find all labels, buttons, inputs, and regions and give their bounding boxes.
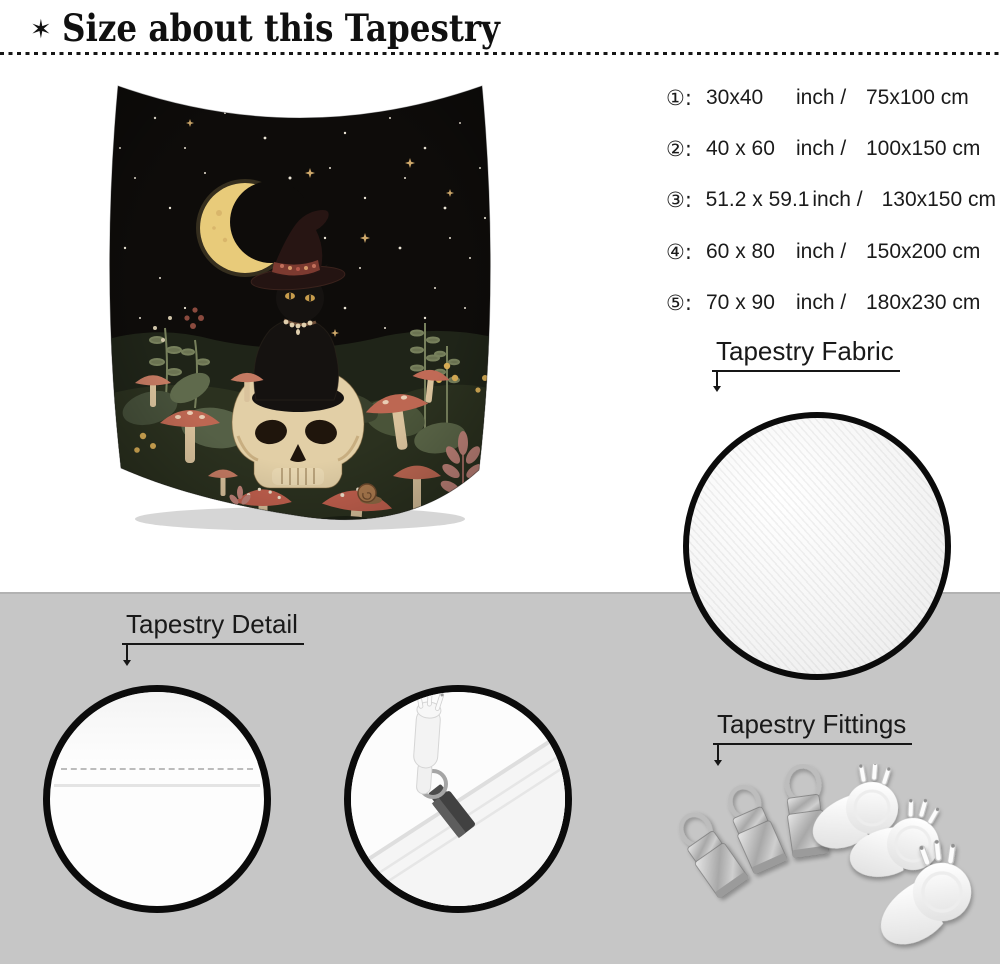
tapestry-artwork [95, 78, 505, 530]
stitch-line [61, 768, 254, 770]
size-unit-label: inch / [796, 291, 847, 315]
fabric-swatch-photo [683, 412, 951, 680]
size-row [666, 175, 996, 226]
size-row [666, 123, 996, 174]
size-inch-value: 30x40 [706, 85, 764, 109]
fittings-section-label: Tapestry Fittings [713, 709, 912, 745]
size-cm-value: 100x150 cm [866, 137, 981, 161]
size-inch-value: 40 x 60 [706, 137, 775, 161]
fabric-pointer-line [716, 372, 718, 386]
size-badge: ①: [666, 85, 692, 110]
size-row [666, 226, 996, 277]
hem-shade [50, 692, 264, 762]
size-unit-label: inch / [796, 85, 847, 109]
size-unit-label: inch / [796, 239, 847, 263]
star-icon: ✶ [30, 14, 52, 44]
size-badge: ③: [666, 188, 692, 213]
size-badge: ②: [666, 137, 692, 162]
detail-pointer-arrow-icon [123, 660, 131, 666]
size-list [666, 72, 996, 329]
fabric-pointer-arrow-icon [713, 386, 721, 392]
size-unit-label: inch / [812, 188, 863, 212]
hanging-clip-illustration [351, 692, 565, 906]
size-unit-label: inch / [796, 137, 847, 161]
fittings-photo [655, 764, 1000, 964]
size-row [666, 72, 996, 123]
size-cm-value: 130x150 cm [881, 188, 996, 212]
size-row [666, 278, 996, 329]
fold-line [54, 784, 259, 787]
size-badge: ④: [666, 239, 692, 264]
size-cm-value: 180x230 cm [866, 291, 981, 315]
detail-section-label: Tapestry Detail [122, 609, 304, 645]
size-inch-value: 51.2 x 59.1 [705, 188, 810, 212]
detail-photo-hanging-clip [344, 685, 572, 913]
size-inch-value: 70 x 90 [706, 291, 775, 315]
size-badge: ⑤: [666, 291, 692, 316]
page-title: Size about this Tapestry [62, 6, 500, 50]
dotted-divider [0, 52, 1000, 55]
fittings-pointer-line [717, 745, 719, 760]
size-inch-value: 60 x 80 [706, 239, 775, 263]
size-cm-value: 75x100 cm [866, 85, 969, 109]
fabric-section-label: Tapestry Fabric [712, 336, 900, 372]
detail-photo-hem-stitching [43, 685, 271, 913]
detail-pointer-line [126, 645, 128, 660]
size-cm-value: 150x200 cm [866, 239, 981, 263]
